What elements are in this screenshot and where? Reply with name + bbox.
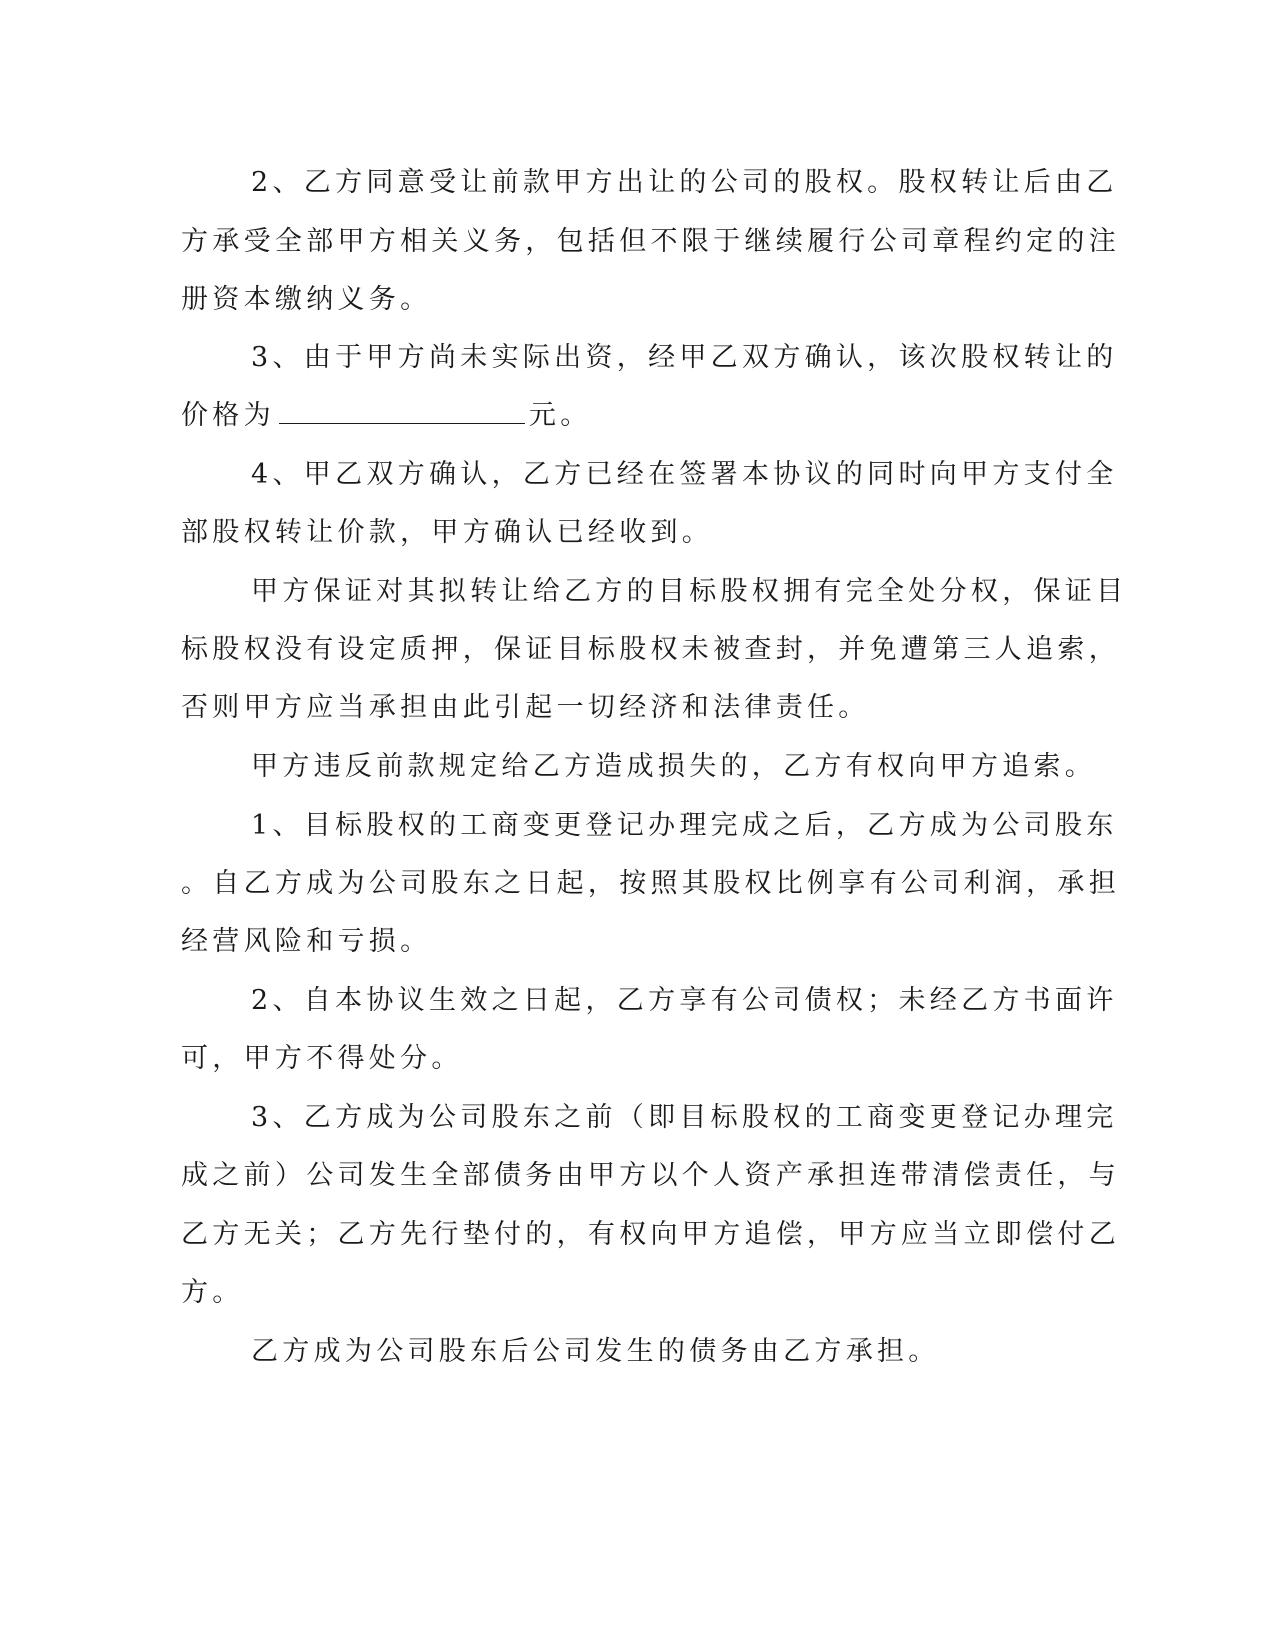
text-line: 方。 — [181, 1277, 244, 1308]
text-line: 乙方成为公司股东后公司发生的债务由乙方承担。 — [251, 1336, 940, 1367]
price-line — [181, 398, 592, 434]
text-line: 标股权没有设定质押，保证目标股权未被查封，并免遭第三人追索， — [181, 634, 1120, 665]
text-line: 经营风险和亏损。 — [181, 926, 432, 957]
price-prefix: 价格为 — [181, 400, 275, 431]
text-line: 否则甲方应当承担由此引起一切经济和法律责任。 — [181, 692, 870, 723]
text-line: 成之前）公司发生全部债务由甲方以个人资产承担连带清偿责任，与 — [181, 1160, 1120, 1191]
text-line: 册资本缴纳义务。 — [181, 284, 432, 315]
price-blank-field[interactable] — [279, 399, 525, 424]
text-line: 1、目标股权的工商变更登记办理完成之后，乙方成为公司股东 — [251, 810, 1118, 841]
text-line: 部股权转让价款，甲方确认已经收到。 — [181, 517, 714, 548]
text-line: 甲方保证对其拟转让给乙方的目标股权拥有完全处分权，保证目 — [251, 576, 1128, 607]
text-line: 方承受全部甲方相关义务，包括但不限于继续履行公司章程约定的注 — [181, 226, 1120, 257]
text-line: 2、自本协议生效之日起，乙方享有公司债权；未经乙方书面许 — [251, 985, 1118, 1016]
text-line: 甲方违反前款规定给乙方造成损失的，乙方有权向甲方追索。 — [251, 751, 1097, 782]
price-suffix: 元。 — [528, 400, 592, 431]
text-line: 3、乙方成为公司股东之前（即目标股权的工商变更登记办理完 — [251, 1102, 1118, 1133]
text-line: 3、由于甲方尚未实际出资，经甲乙双方确认，该次股权转让的 — [251, 342, 1118, 373]
text-line: 乙方无关；乙方先行垫付的，有权向甲方追偿，甲方应当立即偿付乙 — [181, 1219, 1120, 1250]
text-line: 2、乙方同意受让前款甲方出让的公司的股权。股权转让后由乙 — [251, 167, 1118, 198]
text-line: 。自乙方成为公司股东之日起，按照其股权比例享有公司利润，承担 — [181, 868, 1120, 899]
text-line: 4、甲乙双方确认，乙方已经在签署本协议的同时向甲方支付全 — [251, 459, 1118, 490]
text-line: 可，甲方不得处分。 — [181, 1043, 463, 1074]
